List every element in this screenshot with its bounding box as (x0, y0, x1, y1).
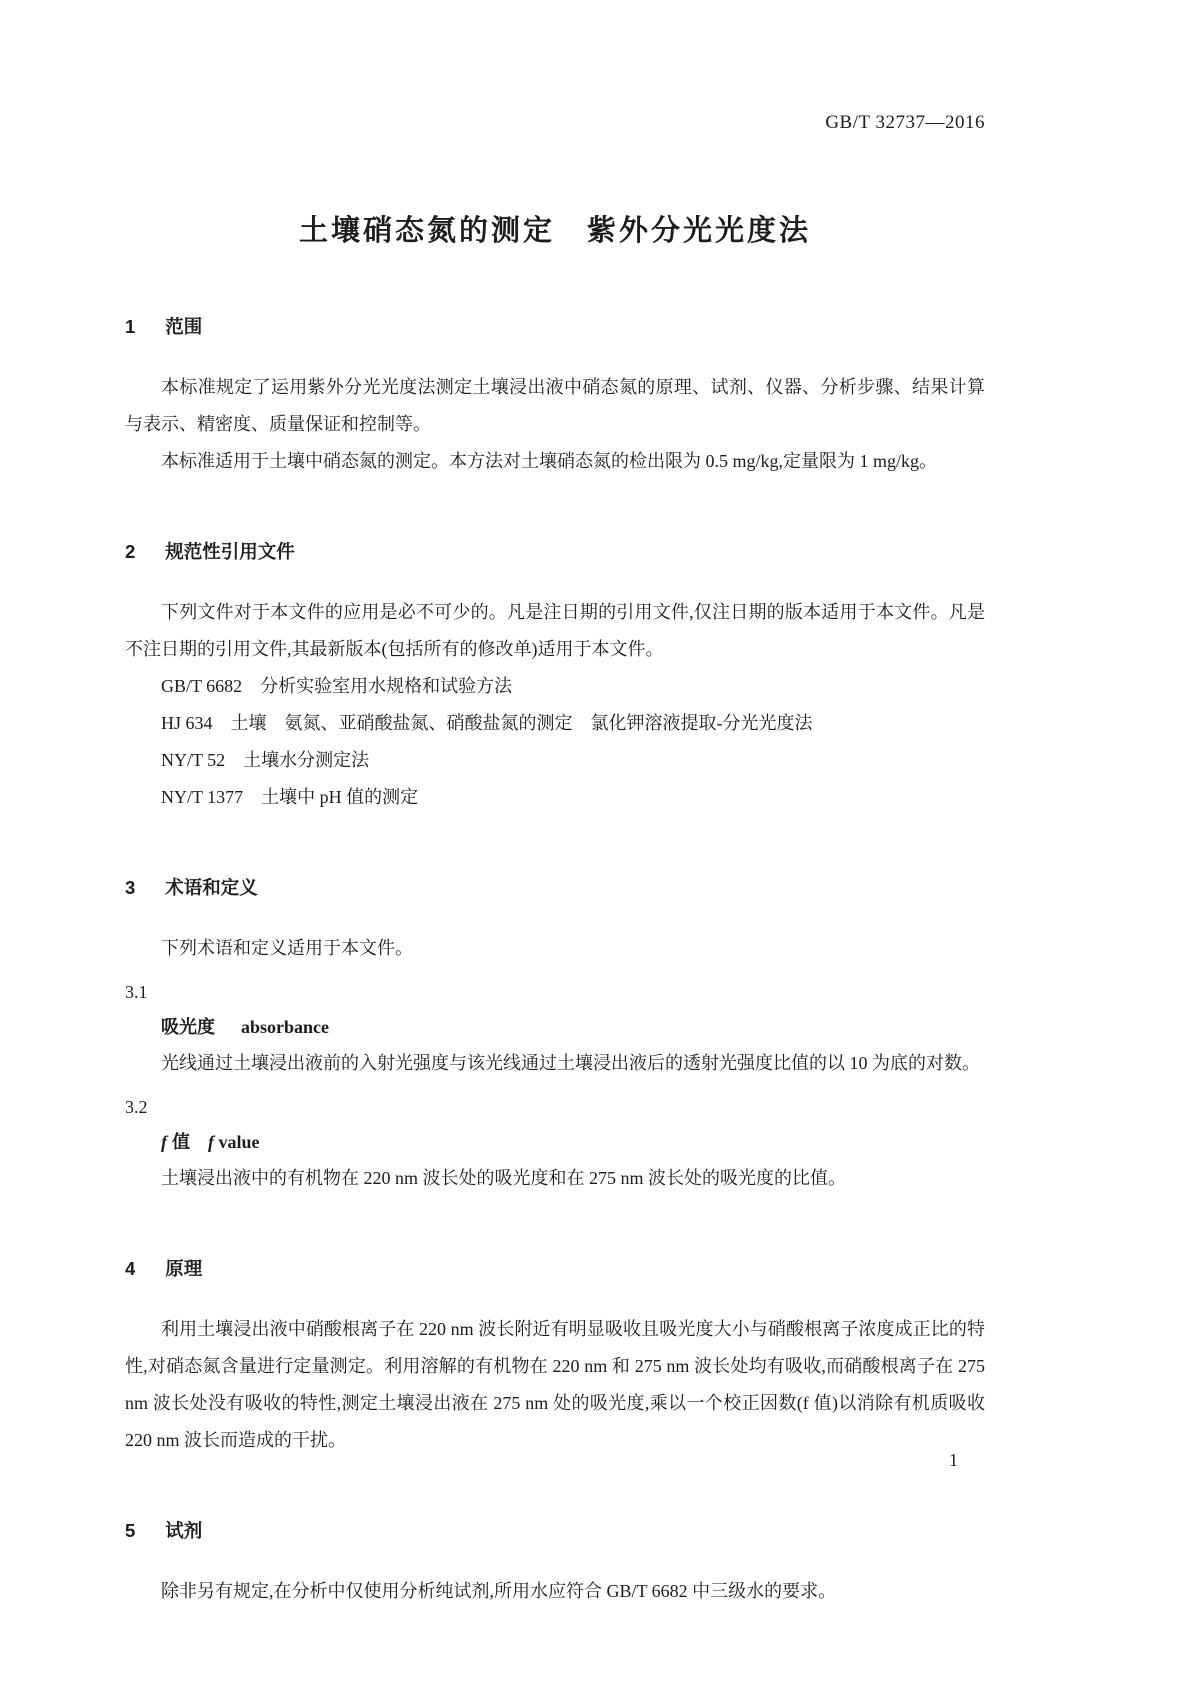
term-3-1-en: absorbance (241, 1017, 330, 1037)
section-4-heading (125, 1255, 985, 1281)
doc-number: GB/T 32737—2016 (825, 112, 985, 133)
term-3-1-definition: 光线通过土壤浸出液前的入射光强度与该光线通过土壤浸出液后的透射光强度比值的以 10 为底的对数。 (161, 1053, 980, 1073)
reference-item: GB/T 6682 分析实验室用水规格和试验方法 (161, 676, 513, 696)
section-1-paragraph-1: 本标准规定了运用紫外分光光度法测定土壤浸出液中硝态氮的原理、试剂、仪器、分析步骤、结果计算与表示、精密度、质量保证和控制等。 (125, 377, 985, 434)
section-1-number: 1 (125, 316, 136, 337)
section-3-heading (125, 874, 985, 900)
term-3-2-definition: 土壤浸出液中的有机物在 220 nm 波长处的吸光度和在 275 nm 波长处的吸光度的比值。 (161, 1168, 846, 1188)
term-3-2-number: 3.2 (125, 1097, 148, 1117)
page-number: 1 (949, 1450, 958, 1470)
section-4-number: 4 (125, 1258, 136, 1279)
section-5-number: 5 (125, 1520, 136, 1541)
section-3-number: 3 (125, 877, 136, 898)
section-1-paragraph-2: 本标准适用于土壤中硝态氮的测定。本方法对土壤硝态氮的检出限为 0.5 mg/kg,定量限为 1 mg/kg。 (161, 451, 938, 471)
term-3-2-en: value (214, 1132, 260, 1152)
term-3-1-zh: 吸光度 (161, 1017, 215, 1037)
section-4-paragraph-1: 利用土壤浸出液中硝酸根离子在 220 nm 波长附近有明显吸收且吸光度大小与硝酸根离子浓度成正比的特性,对硝态氮含量进行定量测定。利用溶解的有机物在 220 nm 和 275 nm 波长处均有吸收,而硝酸根离子在 275 nm 波长处没有吸收的特性,测定土壤浸出液在 275 nm 处的吸光度,乘以一个校正因数(f 值)以消除有机质吸收 220 nm 波长而造成的干扰。 (125, 1319, 985, 1450)
section-2-paragraph-1: 下列文件对于本文件的应用是必不可少的。凡是注日期的引用文件,仅注日期的版本适用于本文件。凡是不注日期的引用文件,其最新版本(包括所有的修改单)适用于本文件。 (125, 602, 985, 659)
section-3-paragraph-1: 下列术语和定义适用于本文件。 (161, 938, 413, 958)
reference-item: HJ 634 土壤 氨氮、亚硝酸盐氮、硝酸盐氮的测定 氯化钾溶液提取-分光光度法 (161, 713, 813, 733)
reference-item: NY/T 1377 土壤中 pH 值的测定 (161, 787, 419, 807)
section-3-title: 术语和定义 (165, 877, 258, 898)
section-2-number: 2 (125, 541, 136, 562)
term-3-1-title (125, 1009, 985, 1045)
term-3-1-number: 3.1 (125, 982, 148, 1002)
term-3-2-title (125, 1124, 985, 1160)
section-1-heading (125, 313, 985, 339)
term-3-2-zh: 值 (167, 1132, 209, 1152)
term-3-2-f-symbol: f (161, 1132, 167, 1152)
page-content (125, 0, 985, 1610)
section-4-title: 原理 (165, 1258, 203, 1279)
section-5-paragraph-1: 除非另有规定,在分析中仅使用分析纯试剂,所用水应符合 GB/T 6682 中三级水的要求。 (161, 1581, 837, 1601)
section-2-title: 规范性引用文件 (165, 541, 295, 562)
section-5-title: 试剂 (165, 1520, 203, 1541)
reference-item: NY/T 52 土壤水分测定法 (161, 750, 370, 770)
section-1-title: 范围 (165, 316, 203, 337)
section-2-heading (125, 538, 985, 564)
term-3-2-f-symbol-en: f (208, 1132, 215, 1152)
section-5-heading (125, 1517, 985, 1543)
doc-title: 土壤硝态氮的测定 紫外分光光度法 (298, 215, 811, 247)
